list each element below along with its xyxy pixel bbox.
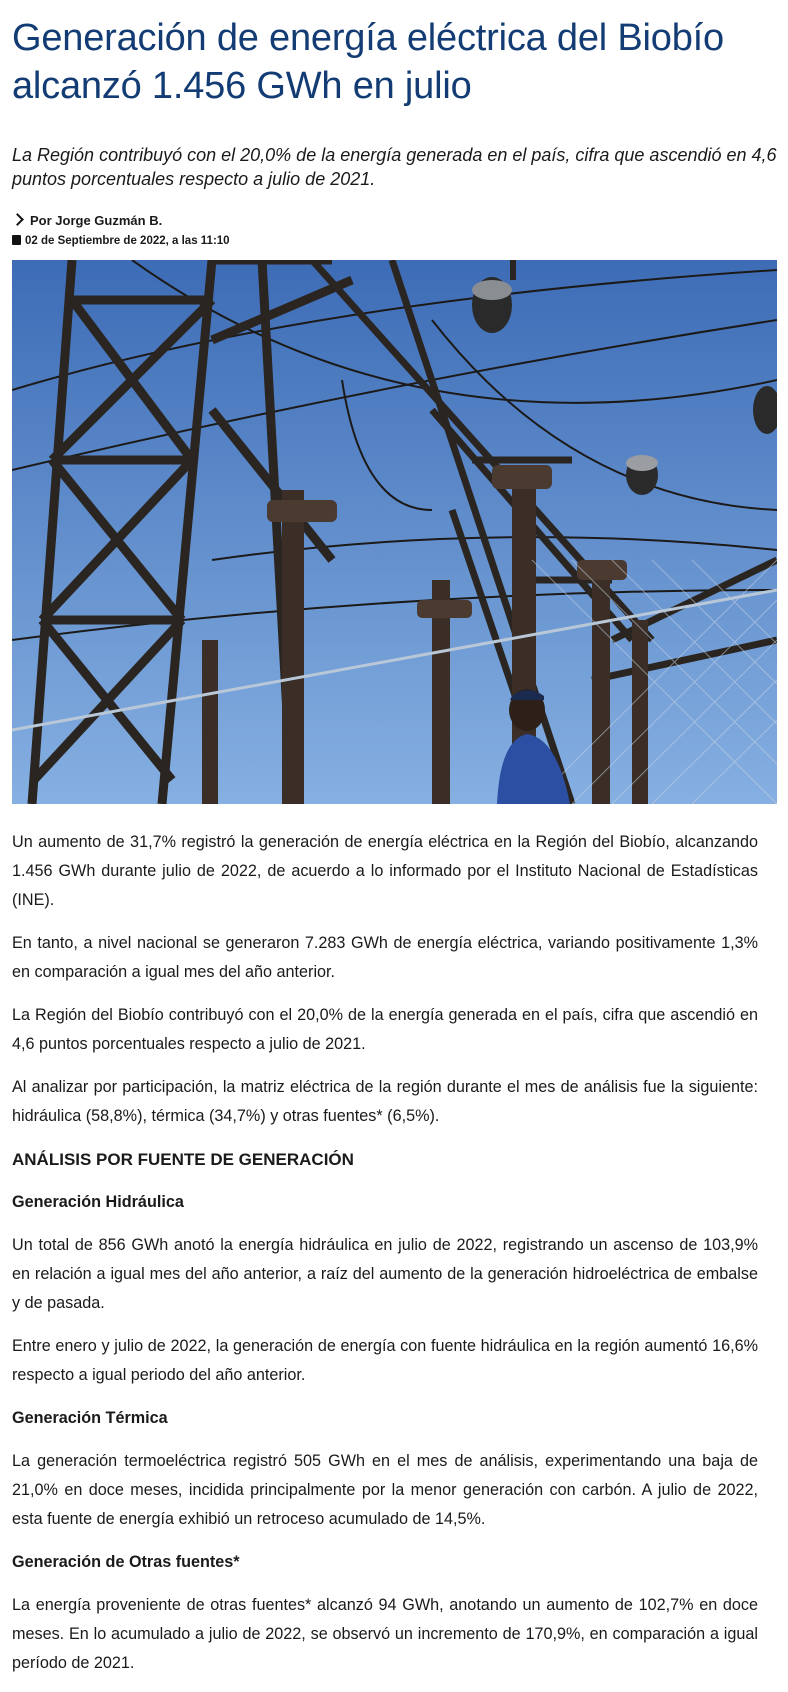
article-body: [12, 828, 758, 1678]
subheading-other: Generación de Otras fuentes*: [12, 1553, 240, 1571]
publish-date-text: 02 de Septiembre de 2022, a las 11:10: [25, 235, 230, 247]
paragraph: Entre enero y julio de 2022, la generación de energía con fuente hidráulica en la región aumentó 16,6% respecto a igual periodo del año anterior.: [12, 1337, 758, 1384]
paragraph: En tanto, a nivel nacional se generaron 7.283 GWh de energía eléctrica, variando positivamente 1,3% en comparación a igual mes del año anterior.: [12, 934, 758, 981]
article: [12, 0, 778, 1692]
section-heading: ANÁLISIS POR FUENTE DE GENERACIÓN: [12, 1150, 354, 1169]
paragraph: La Región del Biobío contribuyó con el 20,0% de la energía generada en el país, cifra que ascendió en 4,6 puntos porcentuales respecto a julio de 2021.: [12, 1006, 758, 1053]
chevron-right-icon: [11, 213, 24, 226]
paragraph: Un aumento de 31,7% registró la generación de energía eléctrica en la Región del Biobío, alcanzando 1.456 GWh durante julio de 2022, de acuerdo a lo informado por el Instituto Nacional de Estadísticas (INE).: [12, 833, 758, 909]
article-photo: [12, 260, 777, 804]
power-substation-photo: [12, 260, 777, 804]
paragraph: La generación termoeléctrica registró 505 GWh en el mes de análisis, experimentando una baja de 21,0% en doce meses, incidida principalmente por la menor generación con carbón. A julio de 2022, esta fuente de energía exhibió un retroceso acumulado de 14,5%.: [12, 1452, 758, 1528]
author-byline[interactable]: [12, 212, 778, 230]
article-title: Generación de energía eléctrica del Biobío alcanzó 1.456 GWh en julio: [12, 17, 724, 107]
article-lead: La Región contribuyó con el 20,0% de la energía generada en el país, cifra que ascendió en 4,6 puntos porcentuales respecto a julio de 2021.: [12, 145, 777, 189]
paragraph: La energía proveniente de otras fuentes* alcanzó 94 GWh, anotando un aumento de 102,7% en doce meses. En lo acumulado a julio de 2022, se observó un incremento de 170,9%, en comparación a igual período de 2021.: [12, 1596, 758, 1672]
publish-date: [12, 233, 778, 249]
paragraph: Un total de 856 GWh anotó la energía hidráulica en julio de 2022, registrando un ascenso de 103,9% en relación a igual mes del año anterior, a raíz del aumento de la generación hidroeléctrica de embalse y de pasada.: [12, 1236, 758, 1312]
author-name: Por Jorge Guzmán B.: [30, 213, 163, 228]
subheading-thermal: Generación Térmica: [12, 1409, 168, 1427]
paragraph: Al analizar por participación, la matriz eléctrica de la región durante el mes de análisis fue la siguiente: hidráulica (58,8%), térmica (34,7%) y otras fuentes* (6,5%).: [12, 1078, 758, 1125]
subheading-hydro: Generación Hidráulica: [12, 1193, 184, 1211]
calendar-icon: [12, 235, 21, 245]
